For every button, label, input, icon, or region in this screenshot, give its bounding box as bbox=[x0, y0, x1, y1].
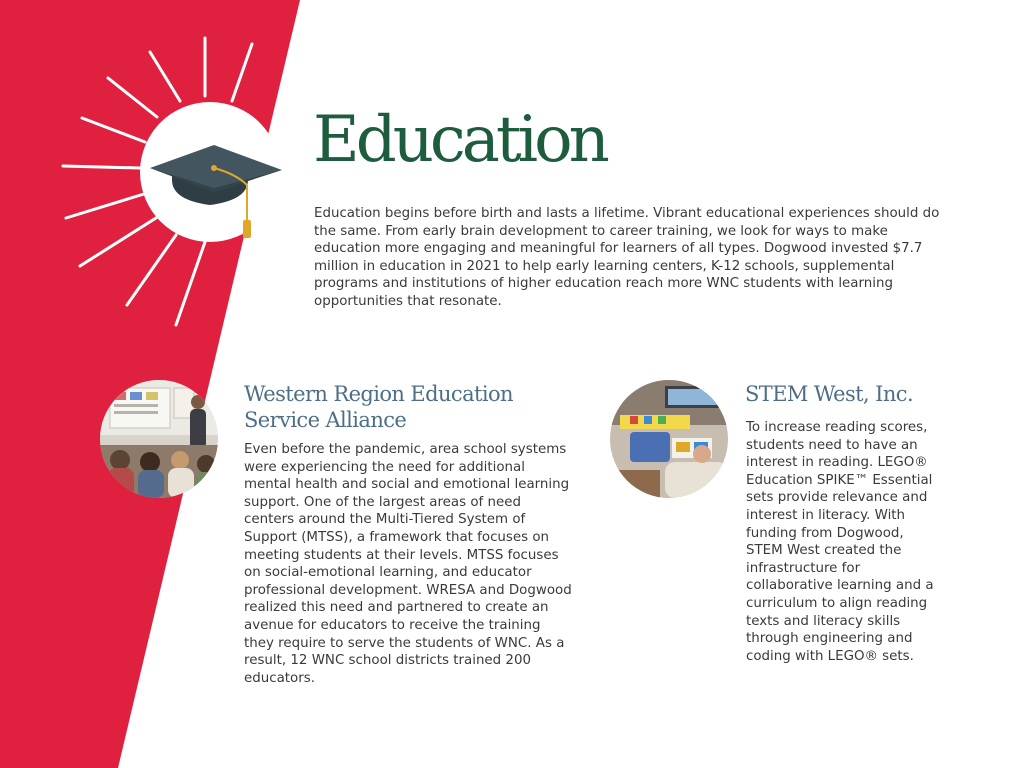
section-title-stem-west: STEM West, Inc. bbox=[745, 382, 914, 406]
sunburst-graduation-cap-icon bbox=[40, 20, 340, 340]
intro-paragraph: Education begins before birth and lasts a lifetime. Vibrant educational experiences should do the same. From early brain development to career training, we look for ways to make education more engaging and meaningful for learners of all types. Dogwood invested $7.7 million in education in 2021 to help early learning centers, K-12 schools, supplemental programs and institutions of higher education reach more WNC students with learning opportunities that resonate. bbox=[314, 206, 940, 309]
lego-stem-photo bbox=[610, 380, 728, 498]
page-title: Education bbox=[313, 103, 606, 177]
classroom-photo bbox=[100, 380, 218, 498]
section-body-stem-west: To increase reading scores, students need to have an interest in reading. LEGO® Education SPIKE™ Essential sets provide relevance and interest in literacy. With funding from Dogwood, STEM West created the infrastructure for collaborative learning and a curriculum to align reading texts and literacy skills through engineering and coding with LEGO® sets. bbox=[746, 420, 934, 664]
section-title-wresa: Western Region Education Service Alliance bbox=[244, 382, 513, 432]
section-body-wresa: Even before the pandemic, area school systems were experiencing the need for additional mental health and social and emotional learning support. One of the largest areas of need centers around the Multi-Tiered System of Support (MTSS), a framework that focuses on meeting students at their levels. MTSS focuses on social-emotional learning, and educator professional development. WRESA and Dogwood realized this need and partnered to create an avenue for educators to receive the training they require to serve the students of WNC. As a result, 12 WNC school districts trained 200 educators. bbox=[244, 442, 572, 686]
